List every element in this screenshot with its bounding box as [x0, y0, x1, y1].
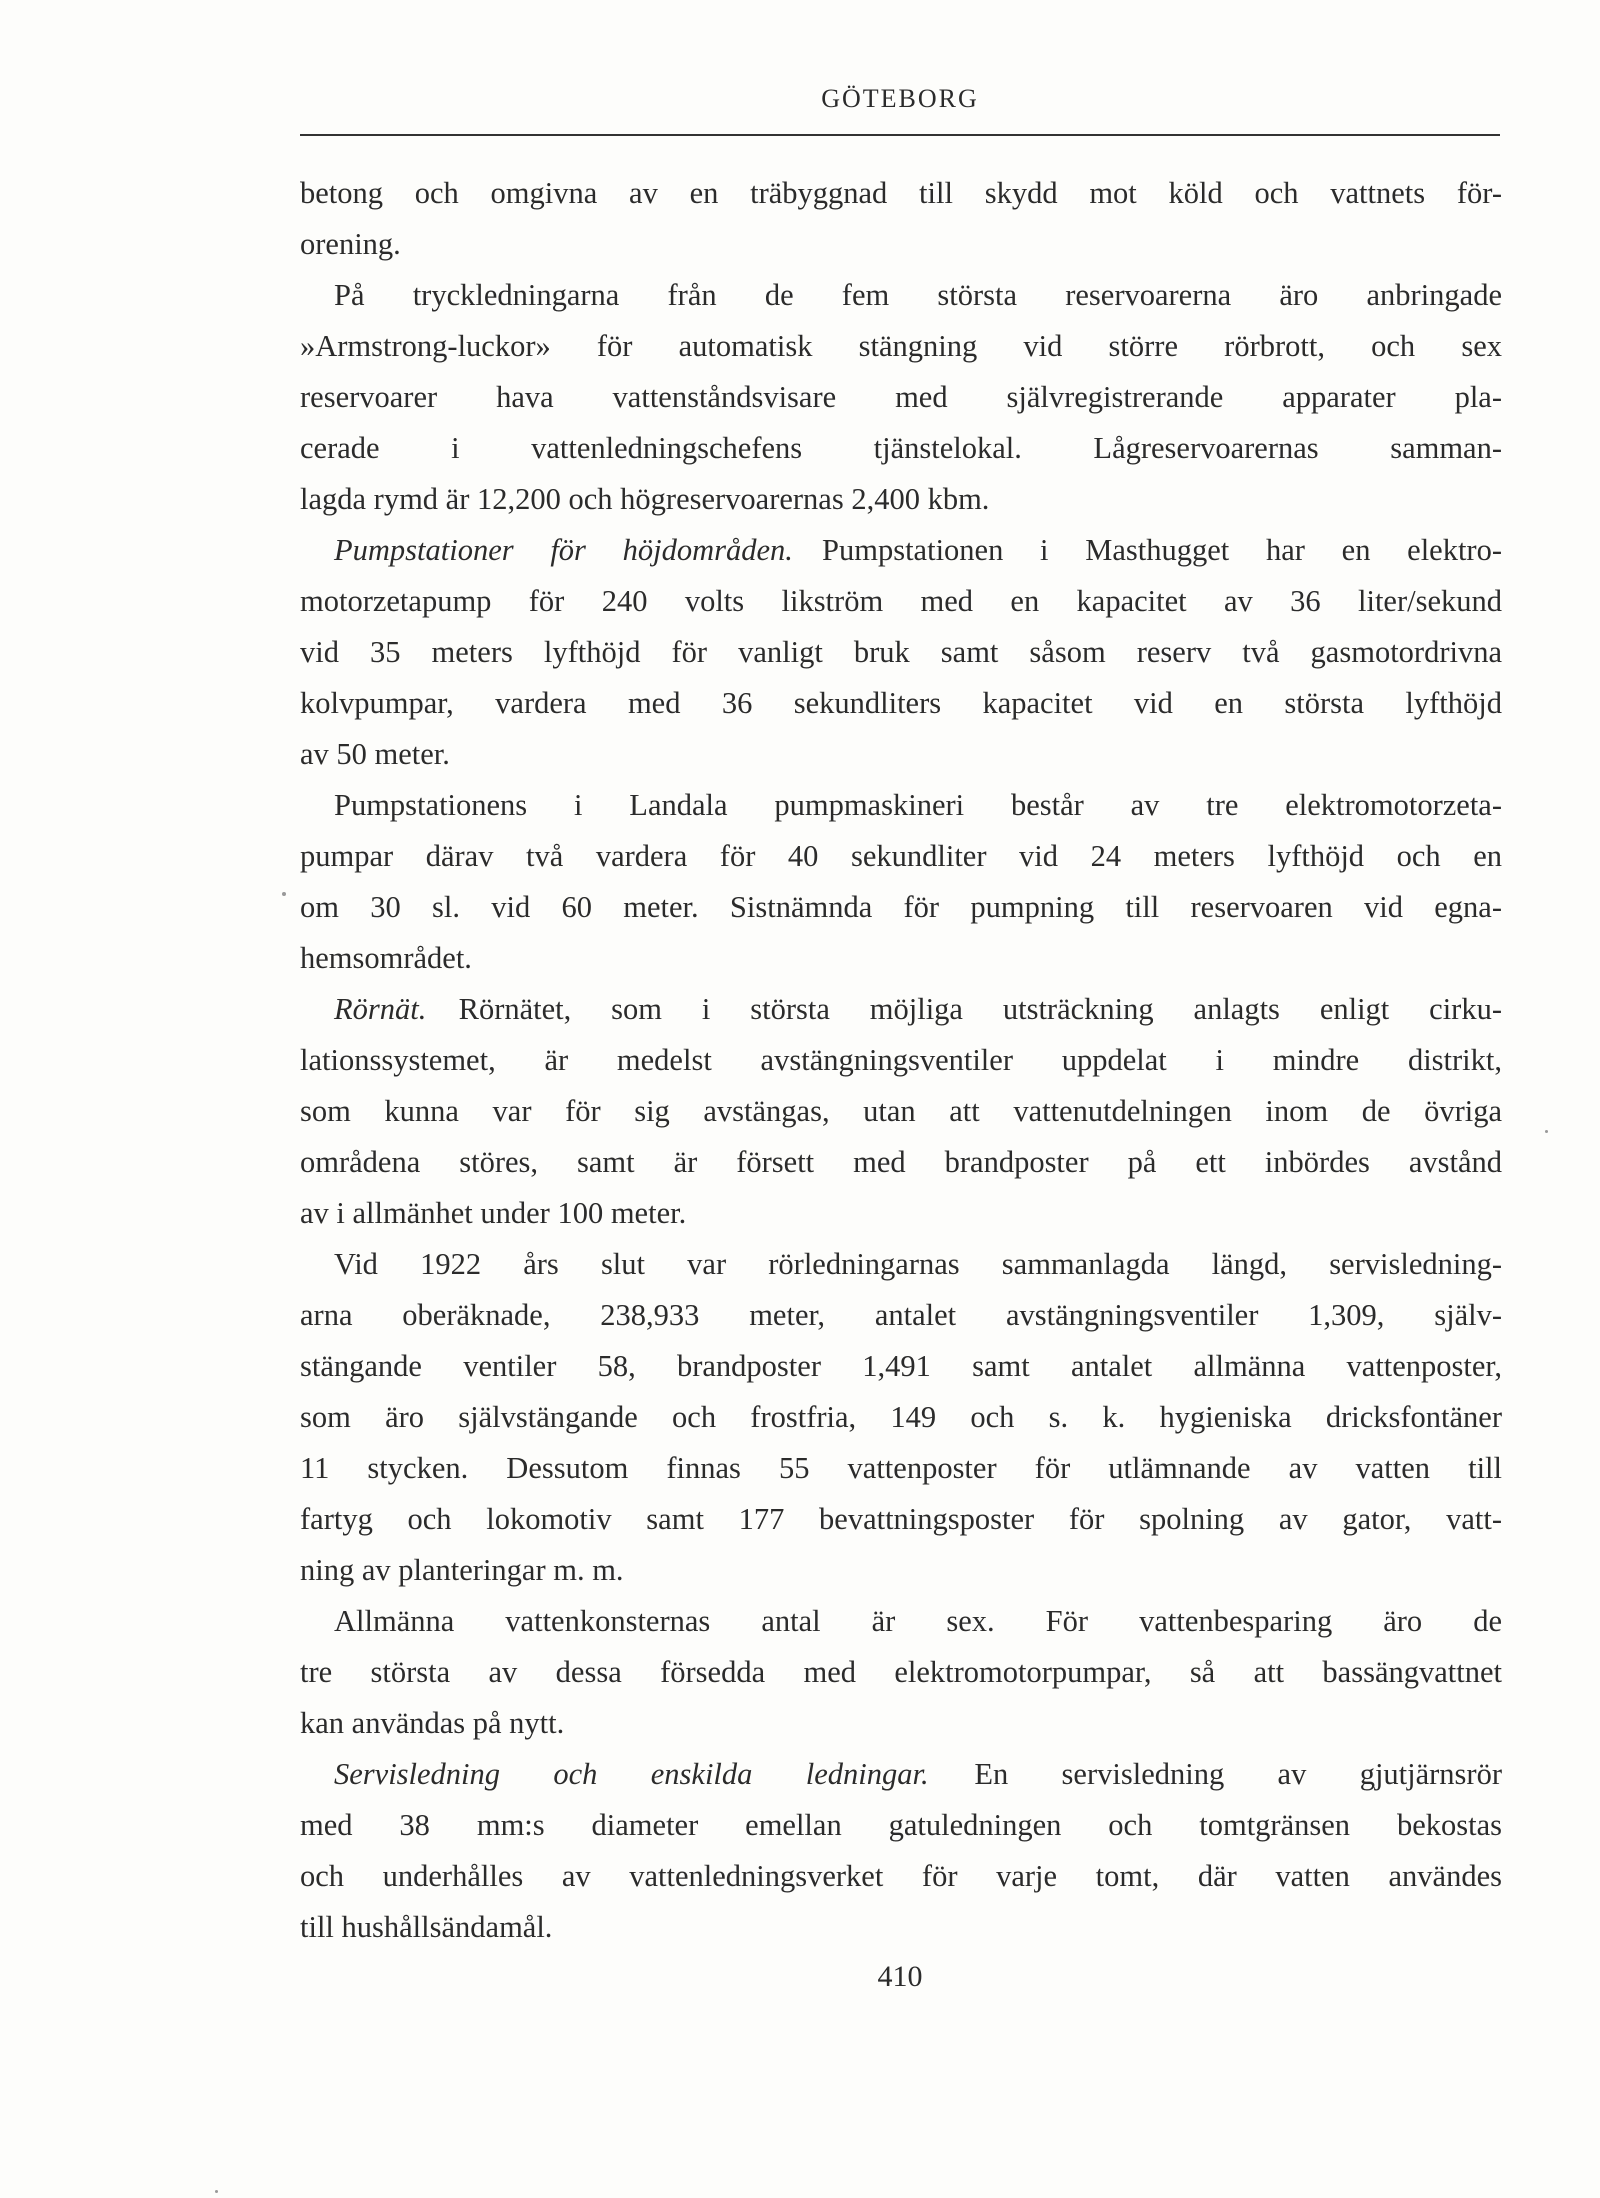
italic-heading: Rörnät. — [334, 992, 427, 1026]
text-line — [300, 1137, 1502, 1188]
line-text: ning av planteringar m. m. — [300, 1553, 624, 1587]
text-line — [300, 576, 1502, 627]
text-line — [300, 321, 1502, 372]
text-line — [300, 1392, 1502, 1443]
italic-heading: Servisledning och enskilda ledningar. — [334, 1757, 929, 1791]
line-text: och underhålles av vattenledningsverket för varje tomt, där vatten användes — [300, 1859, 1502, 1893]
text-line — [300, 1596, 1502, 1647]
line-text: av 50 meter. — [300, 737, 450, 771]
text-line — [300, 1800, 1502, 1851]
line-text: Pumpstationen i Masthugget har en elektro- — [822, 533, 1502, 567]
scan-speck — [282, 892, 286, 896]
line-text: 11 stycken. Dessutom finnas 55 vattenposter för utlämnande av vatten till — [300, 1451, 1502, 1485]
line-text: tre största av dessa försedda med elektromotorpumpar, så att bassängvattnet — [300, 1655, 1502, 1689]
page-number: 410 — [877, 1960, 923, 1993]
line-text: reservoarer hava vattenståndsvisare med självregistrerande apparater pla- — [300, 380, 1502, 414]
text-line — [300, 372, 1502, 423]
text-line — [300, 1188, 1502, 1239]
line-text: till hushållsändamål. — [300, 1910, 553, 1944]
line-text: En servisledning av gjutjärnsrör — [974, 1757, 1502, 1791]
line-text: med 38 mm:s diameter emellan gatuledningen och tomtgränsen bekostas — [300, 1808, 1502, 1842]
line-text: På tryckledningarna från de fem största reservoarerna äro anbringade — [334, 278, 1502, 312]
line-text: cerade i vattenledningschefens tjänstelokal. Lågreservoarernas samman- — [300, 431, 1502, 465]
line-text: vid 35 meters lyfthöjd för vanligt bruk samt såsom reserv två gasmotordrivna — [300, 635, 1502, 669]
text-line — [300, 270, 1502, 321]
text-line — [300, 1341, 1502, 1392]
italic-heading: Pumpstationer för höjdområden. — [334, 533, 793, 567]
line-text: hemsområdet. — [300, 941, 472, 975]
text-line — [300, 1647, 1502, 1698]
text-line — [300, 1290, 1502, 1341]
text-line — [300, 474, 1502, 525]
text-line — [300, 1494, 1502, 1545]
line-text: stängande ventiler 58, brandposter 1,491 samt antalet allmänna vattenposter, — [300, 1349, 1502, 1383]
text-line — [300, 933, 1502, 984]
text-line — [300, 423, 1502, 474]
line-text: betong och omgivna av en träbyggnad till skydd mot köld och vattnets för- — [300, 176, 1502, 210]
line-text: Vid 1922 års slut var rörledningarnas sammanlagda längd, servisledning- — [334, 1247, 1502, 1281]
line-text: av i allmänhet under 100 meter. — [300, 1196, 687, 1230]
text-line — [300, 1443, 1502, 1494]
line-text: »Armstrong-luckor» för automatisk stängning vid större rörbrott, och sex — [300, 329, 1502, 363]
text-line — [300, 1239, 1502, 1290]
text-line — [300, 678, 1502, 729]
text-line — [300, 168, 1502, 219]
text-line — [300, 1035, 1502, 1086]
body-text — [300, 168, 1502, 1953]
text-line — [300, 1851, 1502, 1902]
text-line — [300, 1086, 1502, 1137]
line-text: områdena störes, samt är försett med brandposter på ett inbördes avstånd — [300, 1145, 1502, 1179]
line-text: orening. — [300, 227, 401, 261]
header-rule — [300, 134, 1500, 136]
line-text: kan användas på nytt. — [300, 1706, 565, 1740]
line-text: lagda rymd är 12,200 och högreservoarernas 2,400 kbm. — [300, 482, 990, 516]
line-text: arna oberäknade, 238,933 meter, antalet avstängningsventiler 1,309, själv- — [300, 1298, 1502, 1332]
text-line — [300, 525, 1502, 576]
line-text: Pumpstationens i Landala pumpmaskineri består av tre elektromotorzeta- — [334, 788, 1502, 822]
text-line — [300, 219, 1502, 270]
text-line — [300, 831, 1502, 882]
text-line — [300, 1545, 1502, 1596]
text-line — [300, 1902, 1502, 1953]
line-text: pumpar därav två vardera för 40 sekundliter vid 24 meters lyfthöjd och en — [300, 839, 1502, 873]
line-text: Allmänna vattenkonsternas antal är sex. För vattenbesparing äro de — [334, 1604, 1502, 1638]
text-line — [300, 780, 1502, 831]
line-text: fartyg och lokomotiv samt 177 bevattningsposter för spolning av gator, vatt- — [300, 1502, 1502, 1536]
text-line — [300, 729, 1502, 780]
line-text: motorzetapump för 240 volts likström med en kapacitet av 36 liter/sekund — [300, 584, 1502, 618]
line-text: som kunna var för sig avstängas, utan att vattenutdelningen inom de övriga — [300, 1094, 1502, 1128]
line-text: kolvpumpar, vardera med 36 sekundliters kapacitet vid en största lyfthöjd — [300, 686, 1502, 720]
line-text: Rörnätet, som i största möjliga utsträckning anlagts enligt cirku- — [458, 992, 1502, 1026]
line-text: om 30 sl. vid 60 meter. Sistnämnda för pumpning till reservoaren vid egna- — [300, 890, 1502, 924]
line-text: som äro självstängande och frostfria, 149 och s. k. hygieniska dricksfontäner — [300, 1400, 1502, 1434]
text-line — [300, 984, 1502, 1035]
running-header: GÖTEBORG — [821, 84, 979, 113]
text-line — [300, 882, 1502, 933]
text-line — [300, 627, 1502, 678]
scan-speck — [215, 2190, 218, 2193]
scan-speck — [1545, 1130, 1548, 1133]
text-line — [300, 1698, 1502, 1749]
text-line — [300, 1749, 1502, 1800]
line-text: lationssystemet, är medelst avstängningsventiler uppdelat i mindre distrikt, — [300, 1043, 1502, 1077]
